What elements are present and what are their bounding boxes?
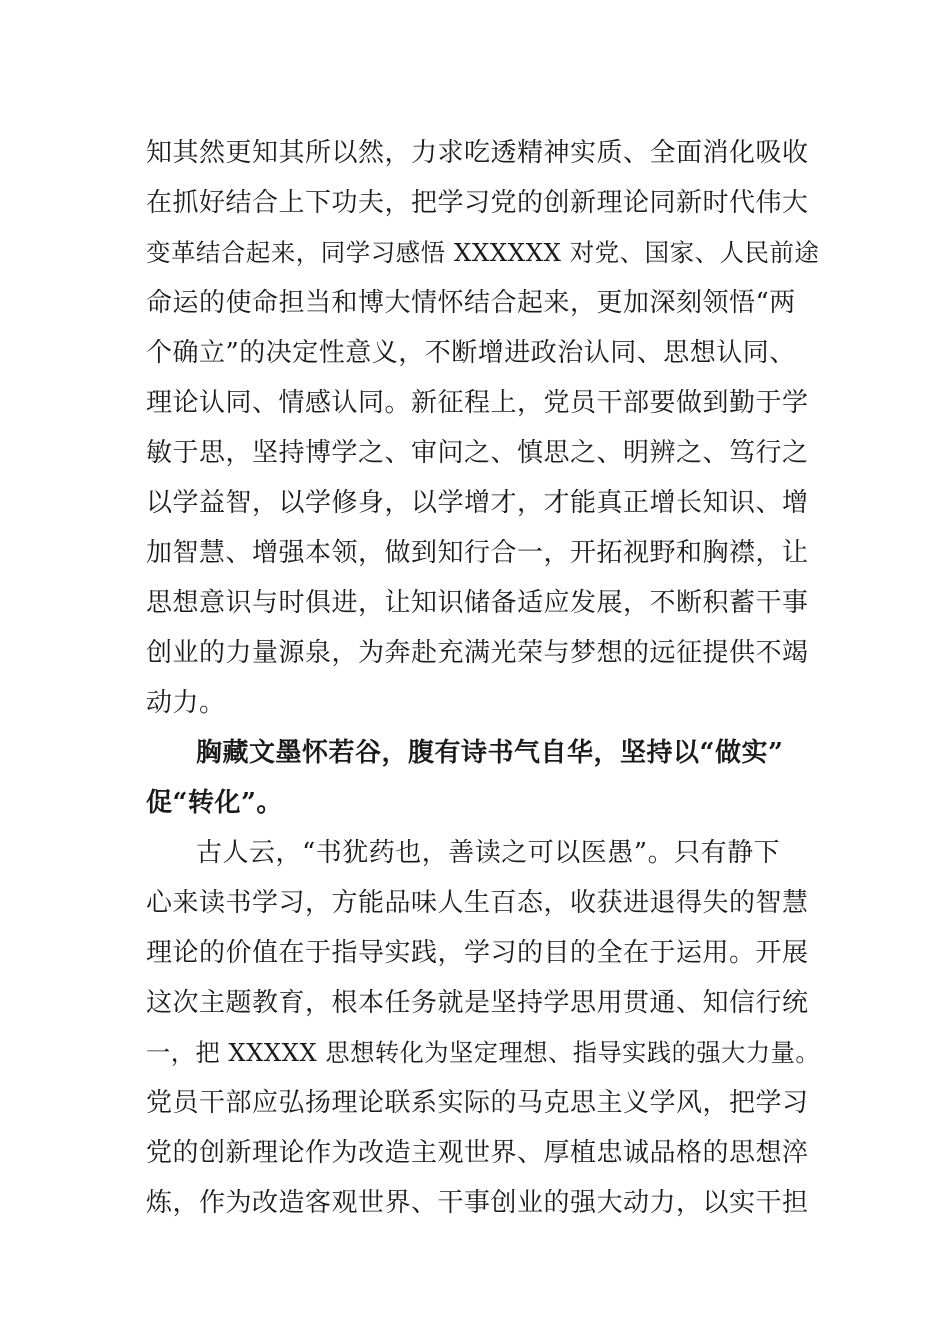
heading-line: 促“转化”。: [146, 788, 283, 818]
paragraph-line: 党员干部应弘扬理论联系实际的马克思主义学风，把学习: [146, 1088, 809, 1118]
paragraph-line: 古人云，“书犹药也，善读之可以医愚”。只有静下: [196, 838, 781, 868]
paragraph-line: 以学益智，以学修身，以学增才，才能真正增长知识、增: [146, 488, 809, 518]
paragraph-line: 心来读书学习，方能品味人生百态，收获进退得失的智慧: [146, 888, 809, 918]
paragraph-line: 一，把 XXXXX 思想转化为坚定理想、指导实践的强大力量。: [146, 1038, 821, 1067]
paragraph-line: 知其然更知其所以然，力求吃透精神实质、全面消化吸收: [146, 138, 809, 168]
paragraph-line: 创业的力量源泉，为奔赴充满光荣与梦想的远征提供不竭: [146, 638, 809, 668]
paragraph-line: 炼，作为改造客观世界、干事创业的强大动力，以实干担: [146, 1188, 809, 1218]
heading-line: 胸藏文墨怀若谷，腹有诗书气自华，坚持以“做实”: [196, 738, 784, 768]
paragraph-line: 党的创新理论作为改造主观世界、厚植忠诚品格的思想淬: [146, 1138, 809, 1168]
paragraph-line: 在抓好结合上下功夫，把学习党的创新理论同新时代伟大: [146, 188, 809, 218]
paragraph-line: 敏于思，坚持博学之、审问之、慎思之、明辨之、笃行之: [146, 438, 809, 468]
paragraph-line: 理论的价值在于指导实践，学习的目的全在于运用。开展: [146, 938, 809, 968]
paragraph-line: 理论认同、情感认同。新征程上，党员干部要做到勤于学: [146, 388, 809, 418]
paragraph-line: 动力。: [146, 688, 226, 718]
paragraph-line: 变革结合起来，同学习感悟 XXXXXX 对党、国家、人民前途: [146, 238, 820, 267]
paragraph-line: 命运的使命担当和博大情怀结合起来，更加深刻领悟“两: [146, 288, 796, 318]
paragraph-line: 思想意识与时俱进，让知识储备适应发展，不断积蓄干事: [146, 588, 809, 618]
body-paragraph: [146, 128, 826, 728]
body-paragraph: [146, 828, 826, 1228]
paragraph-line: 这次主题教育，根本任务就是坚持学思用贯通、知信行统: [146, 988, 809, 1018]
paragraph-line: 个确立”的决定性意义，不断增进政治认同、思想认同、: [146, 338, 796, 368]
paragraph-line: 加智慧、增强本领，做到知行合一，开拓视野和胸襟，让: [146, 538, 809, 568]
section-heading: [146, 728, 826, 828]
